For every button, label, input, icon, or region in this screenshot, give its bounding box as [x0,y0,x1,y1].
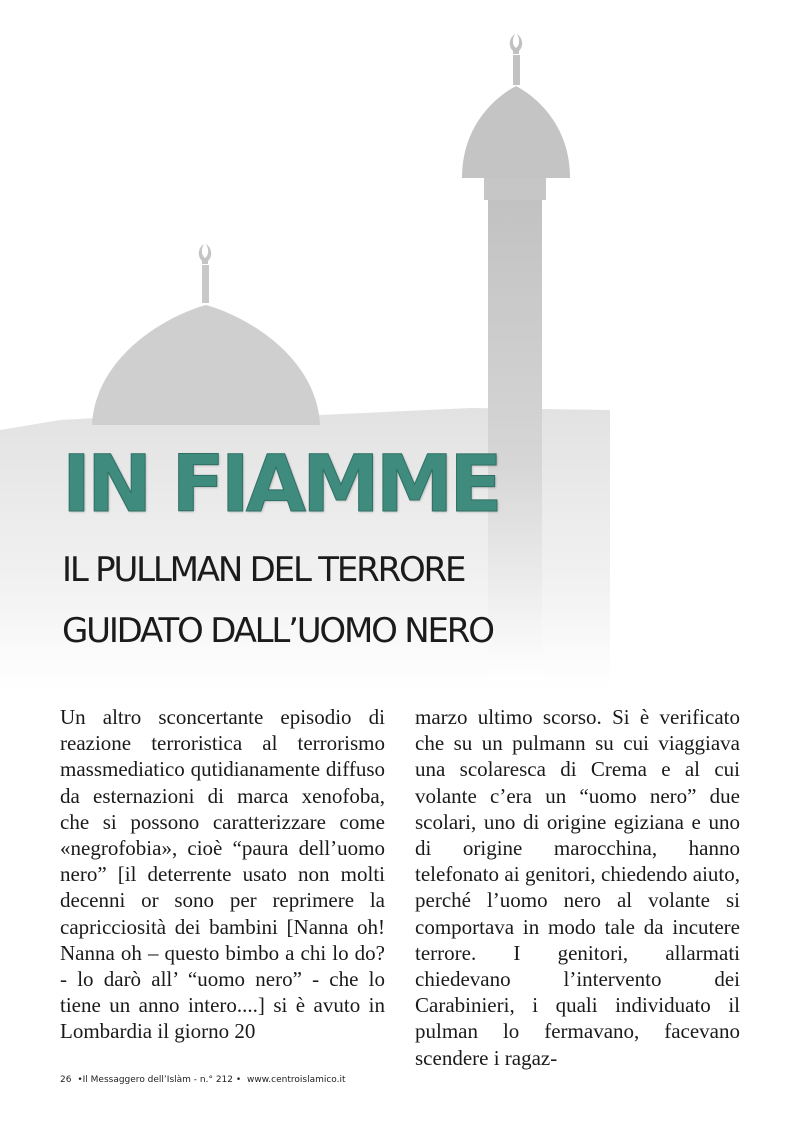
article-subtitle-line-2: GUIDATO DALL’UOMO NERO [62,611,493,651]
article-subtitle-line-1: IL PULLMAN DEL TERRORE [62,550,465,590]
magazine-name: •Il Messaggero dell’Islàm - n.° 212 • [77,1075,242,1085]
dome-icon [92,244,320,425]
article-body-column-left: Un altro sconcertante episodio di reazione terroristica al terrorismo massmediatico qutidianamente diffuso da esternazioni di marca xenofoba, che si possono caratterizzare come «negrofobia», cioè “paura dell’uomo nero” [il deterrente usato non molti decenni or sono per reprimere la capricciosità dei bambini [Nanna oh! Nanna oh – questo bimbo a chi lo do? - lo darò all’ “uomo nero” - che lo tiene un anno intero....] si è avuto in Lombardia il giorno 20 [60,705,385,1044]
article-title: IN FIAMME [62,440,499,530]
article-body-column-right: marzo ultimo scorso. Si è verificato che su un pulmann su cui viaggiava una scolaresca di Crema e al cui volante c’era un “uomo nero” due scolari, uno di origine egiziana e uno di origine marocchina, hanno telefonato ai genitori, chiedendo aiuto, perché l’uomo nero al volante si comportava in modo tale da incutere terrore. I genitori, allarmati chiedevano l’intervento dei Carabinieri, i quali individuato il pulman lo fermavano, facevano scendere i ragaz- [415,705,740,1070]
page-number: 26 [60,1075,72,1085]
page-footer [60,1075,349,1085]
website-link[interactable]: www.centroislamico.it [247,1075,346,1085]
